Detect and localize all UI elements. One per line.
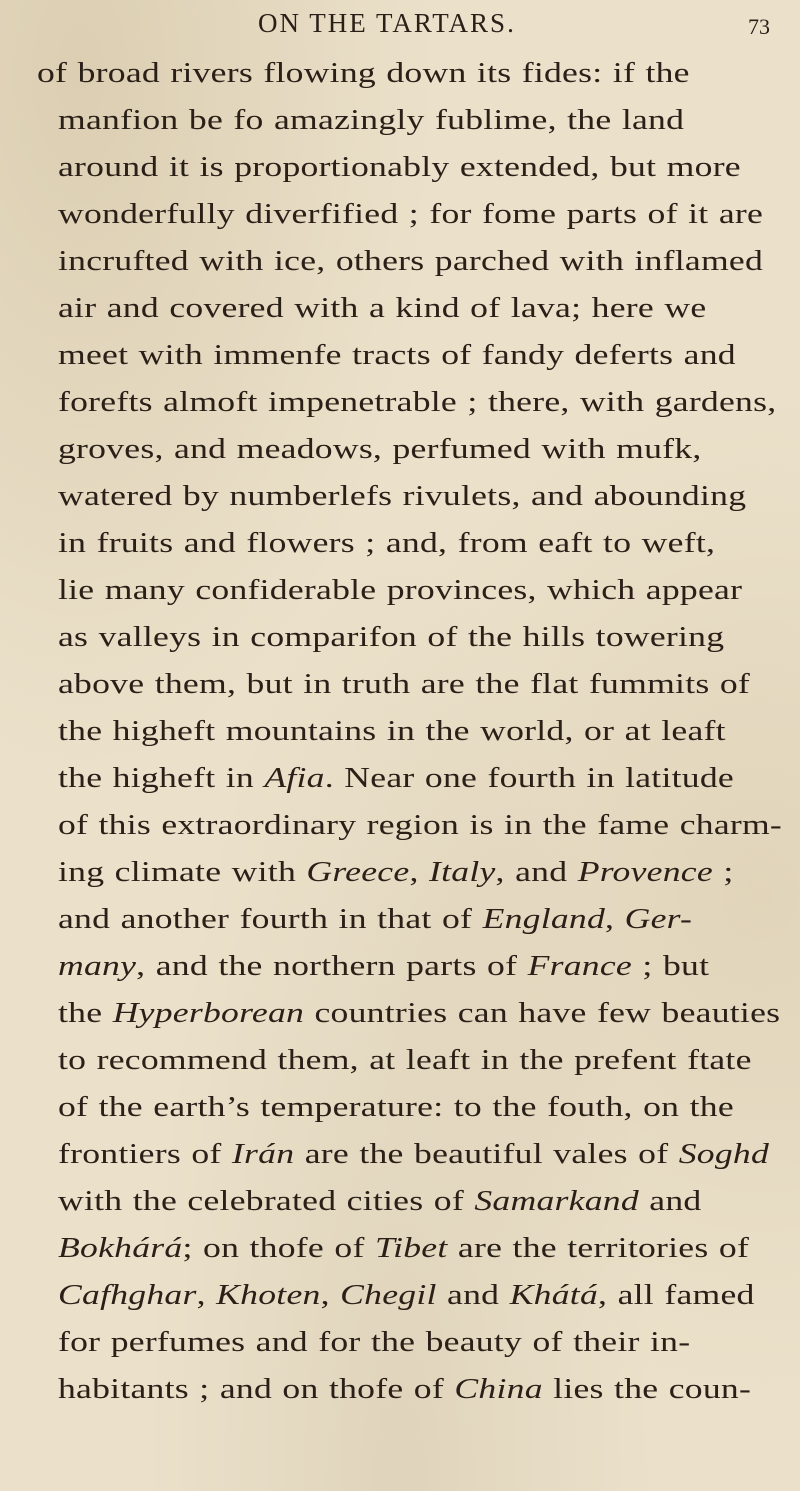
- text-line: of this extraordinary region is in the fame charm-: [58, 810, 782, 841]
- text-line: lie many confiderable provinces, which appear: [58, 575, 743, 606]
- text-line: and another fourth in that of England, Ger-: [58, 904, 693, 935]
- text-line: with the celebrated cities of Samarkand and: [58, 1186, 702, 1217]
- text-line: above them, but in truth are the flat fummits of: [58, 669, 751, 700]
- text-line: Cafhghar, Khoten, Chegil and Khátá, all famed: [58, 1280, 755, 1311]
- text-line: the higheft mountains in the world, or at leaft: [58, 716, 726, 747]
- text-line: groves, and meadows, perfumed with mufk,: [58, 434, 702, 465]
- text-line: the higheft in Afia. Near one fourth in latitude: [58, 763, 734, 794]
- text-line: the Hyperborean countries can have few beauties: [58, 998, 781, 1029]
- text-line: habitants ; and on thofe of China lies the coun-: [58, 1374, 752, 1405]
- text-line: around it is proportionably extended, but more: [58, 152, 741, 183]
- page-number: 73: [748, 14, 770, 39]
- text-line: air and covered with a kind of lava; here we: [58, 293, 707, 324]
- text-line: watered by numberlefs rivulets, and abounding: [58, 481, 747, 512]
- running-head: [0, 8, 800, 48]
- text-line: Bokhárá; on thofe of Tibet are the territories of: [58, 1233, 750, 1264]
- text-line: frontiers of Irán are the beautiful vales of Soghd: [58, 1139, 770, 1170]
- text-line: as valleys in comparifon of the hills towering: [58, 622, 725, 653]
- text-line: for perfumes and for the beauty of their in-: [58, 1327, 691, 1358]
- text-line: of the earth’s temperature: to the fouth, on the: [58, 1092, 734, 1123]
- text-line: forefts almoft impenetrable ; there, with gardens,: [58, 387, 777, 418]
- text-line: in fruits and flowers ; and, from eaft to weft,: [58, 528, 716, 559]
- text-line: meet with immenfe tracts of fandy deferts and: [58, 340, 736, 371]
- text-line: of broad rivers flowing down its fides: if the: [37, 58, 690, 89]
- text-line: manfion be fo amazingly fublime, the land: [58, 105, 685, 136]
- running-title: ON THE TARTARS.: [258, 8, 516, 38]
- text-line: to recommend them, at leaft in the prefent ftate: [58, 1045, 752, 1076]
- text-line: many, and the northern parts of France ; but: [58, 951, 710, 982]
- text-line: wonderfully diverfified ; for fome parts of it are: [58, 199, 764, 230]
- text-line: ing climate with Greece, Italy, and Provence ;: [58, 857, 734, 888]
- text-line: incrufted with ice, others parched with inflamed: [58, 246, 764, 277]
